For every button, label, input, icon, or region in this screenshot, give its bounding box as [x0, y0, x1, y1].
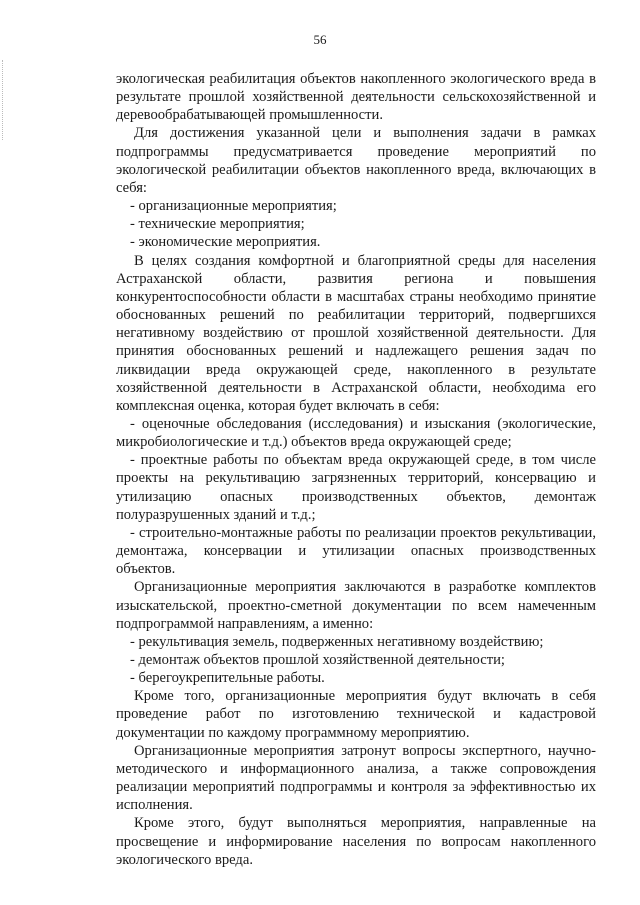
paragraph: Кроме того, организационные мероприятия будут включать в себя проведение работ по изготовлению технической и кадастровой документации по каждому программному мероприятию. — [116, 688, 596, 741]
list-item: - берегоукрепительные работы. — [130, 670, 325, 687]
margin-mark — [2, 60, 4, 140]
paragraph: Кроме этого, будут выполняться мероприятия, направленные на просвещение и информирование населения по вопросам накопленного экологического вреда. — [116, 815, 596, 868]
list-item: - экономические мероприятия. — [130, 234, 321, 251]
paragraph: Организационные мероприятия затронут вопросы экспертного, научно-методического и информационного анализа, а также сопровождения реализации мероприятий подпрограммы и контроля за эффективностью их исполнения. — [116, 742, 596, 814]
paragraph: Организационные мероприятия заключаются в разработке комплектов изыскательской, проектно-сметной документации по всем намеченным подпрограммой направлениям, а именно: — [116, 579, 596, 632]
list-item: - рекультивация земель, подверженных негативному воздействию; — [130, 633, 544, 650]
list-item: - демонтаж объектов прошлой хозяйственной деятельности; — [130, 652, 505, 668]
list-item: - технические мероприятия; — [130, 216, 305, 233]
list-item: - оценочные обследования (исследования) и изыскания (экологические, микробиологические и т.д.) объектов вреда окружающей среде; — [116, 415, 596, 451]
list-item: - проектные работы по объектам вреда окружающей среде, в том числе проекты на рекультивацию загрязненных территорий, консервацию и утилизацию опасных производственных объектов, демонтаж полуразрушенных зданий и т.д.; — [116, 452, 596, 523]
paragraph: Для достижения указанной цели и выполнения задачи в рамках подпрограммы предусматривается проведение мероприятий по экологической реабилитации объектов накопленного вреда, включающих в себя: — [116, 125, 596, 196]
list-item: - организационные мероприятия; — [130, 198, 337, 215]
list-item: - строительно-монтажные работы по реализации проектов рекультивации, демонтажа, консервации и утилизации опасных производственных объектов. — [116, 524, 596, 578]
paragraph: В целях создания комфортной и благоприятной среды для населения Астраханской области, развития региона и повышения конкурентоспособности области в масштабах страны необходимо принятие обоснованных решений по реабилитации территорий, подвергшихся негативному воздействию от прошлой хозяйственной деятельности. Для принятия обоснованных решений и надлежащего решения задач по ликвидации вреда окружающей среде, накопленного в результате хозяйственной деятельности в Астраханской области, необходима его комплексная оценка, которая будет включать в себя: — [116, 252, 596, 414]
body-text — [116, 70, 596, 869]
page-number: 56 — [313, 32, 327, 47]
paragraph: экологическая реабилитация объектов накопленного экологического вреда в результате прошлой хозяйственной деятельности сельскохозяйственной и деревообрабатывающей промышленности. — [116, 71, 596, 124]
